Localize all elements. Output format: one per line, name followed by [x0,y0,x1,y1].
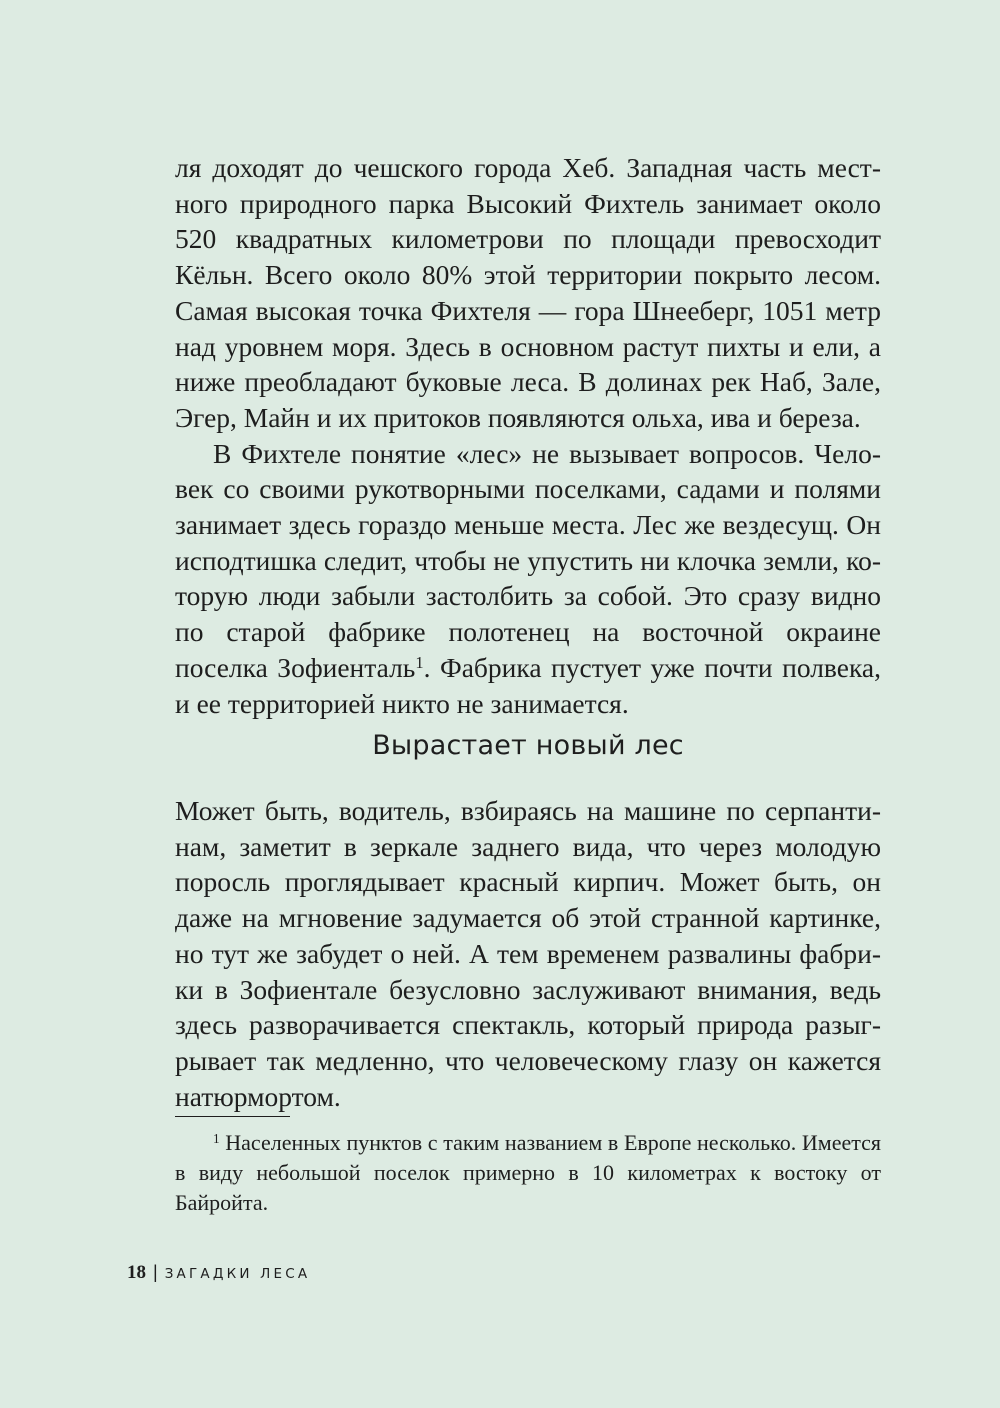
footnote-marker: 1 [213,1130,220,1146]
footnote-reference: 1 [415,652,424,672]
paragraph-new-forest: Может быть, водитель, взбираясь на машине по серпантинам, заметит в зеркале заднего вида, что через молодую поросль проглядывает красный кирпич. Может быть, он даже на мгновение задумается об этой странной картинке, но тут же забудет о ней. А тем временем развалины фабрики в Зофиентале безусловно заслуживают внимания, ведь здесь разворачивается спектакль, который природа разыгрывает так медленно, что человеческому глазу он кажется натюрмортом. [175,795,881,1112]
footnote-separator [175,1116,290,1117]
paragraph-continuation: ля доходят до чешского города Хеб. Западная часть местного природного парка Высокий Фихтель занимает около 520 квадратных километрови по площади превосходит Кёльн. Всего около 80% этой территории покрыто лесом. Самая высокая точка Фихтеля — гора Шнееберг, 1051 метр над уровнем моря. Здесь в основном растут пихты и ели, а ниже преобладают буковые леса. В долинах рек Наб, Зале, Эгер, Майн и их притоков появляются ольха, ива и береза. [175,152,881,433]
page-number: 18 [127,1262,146,1283]
paragraph-text: В Фихтеле понятие «лес» не вызывает вопросов. Человек со своими рукотворными поселками, садами и полями занимает здесь гораздо меньше места. Лес же вездесущ. Он исподтишка следит, чтобы не упустить ни клочка земли, которую люди забыли застолбить за собой. Это сразу видно по старой фабрике полотенец на восточной окраине поселка Зофиенталь [175,437,881,683]
body-text-upper [175,150,881,721]
body-text-lower [175,793,881,1114]
paragraph-fichtel-forest [175,436,881,722]
footer-divider: | [153,1262,158,1282]
running-footer [127,1260,310,1286]
footnote-text: Населенных пунктов с таким названием в Европе несколько. Имеется в виду небольшой поселок примерно в 10 километрах к востоку от Байройта. [175,1130,881,1215]
paragraph-text-end: . Фабрика пустует уже почти полвека, и ее территорией никто не занимается. [175,651,881,719]
book-title: ЗАГАДКИ ЛЕСА [164,1266,311,1282]
footnote [175,1128,881,1218]
section-heading: Вырастает новый лес [372,730,684,761]
